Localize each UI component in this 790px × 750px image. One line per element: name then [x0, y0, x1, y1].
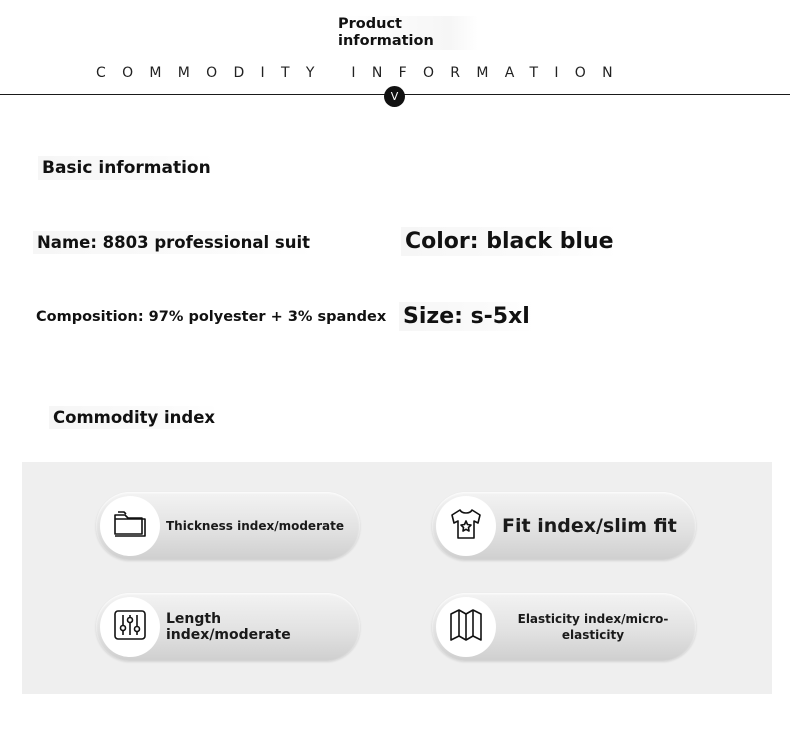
product-color: Color: black blue: [401, 227, 618, 256]
thickness-icon-circle: [100, 496, 160, 556]
v-badge: V: [384, 86, 405, 107]
commodity-index-heading: Commodity index: [49, 406, 219, 429]
product-name: Name: 8803 professional suit: [33, 231, 314, 254]
section-subtitle: COMMODITY INFORMATION: [96, 65, 629, 81]
page-title: Product information: [338, 16, 478, 50]
fit-index-label: Fit index/slim fit: [502, 515, 677, 537]
product-size: Size: s-5xl: [399, 302, 534, 331]
length-index-label: Length index/moderate: [166, 611, 291, 643]
length-icon-circle: [100, 597, 160, 657]
thickness-index-pill: [96, 492, 360, 560]
folder-icon: [112, 509, 148, 543]
basic-info-heading: Basic information: [38, 156, 215, 180]
length-index-pill: [96, 593, 360, 661]
elasticity-icon-circle: [436, 597, 496, 657]
elasticity-index-pill: [432, 593, 696, 661]
tshirt-icon: [448, 507, 484, 545]
product-composition: Composition: 97% polyester + 3% spandex: [36, 309, 387, 325]
elasticity-index-label: Elasticity index/micro-elasticity: [517, 612, 669, 642]
folded-map-icon: [448, 607, 484, 647]
fit-index-pill: [432, 492, 696, 560]
thickness-index-label: Thickness index/moderate: [166, 519, 344, 533]
sliders-icon: [113, 609, 147, 645]
fit-icon-circle: [436, 496, 496, 556]
